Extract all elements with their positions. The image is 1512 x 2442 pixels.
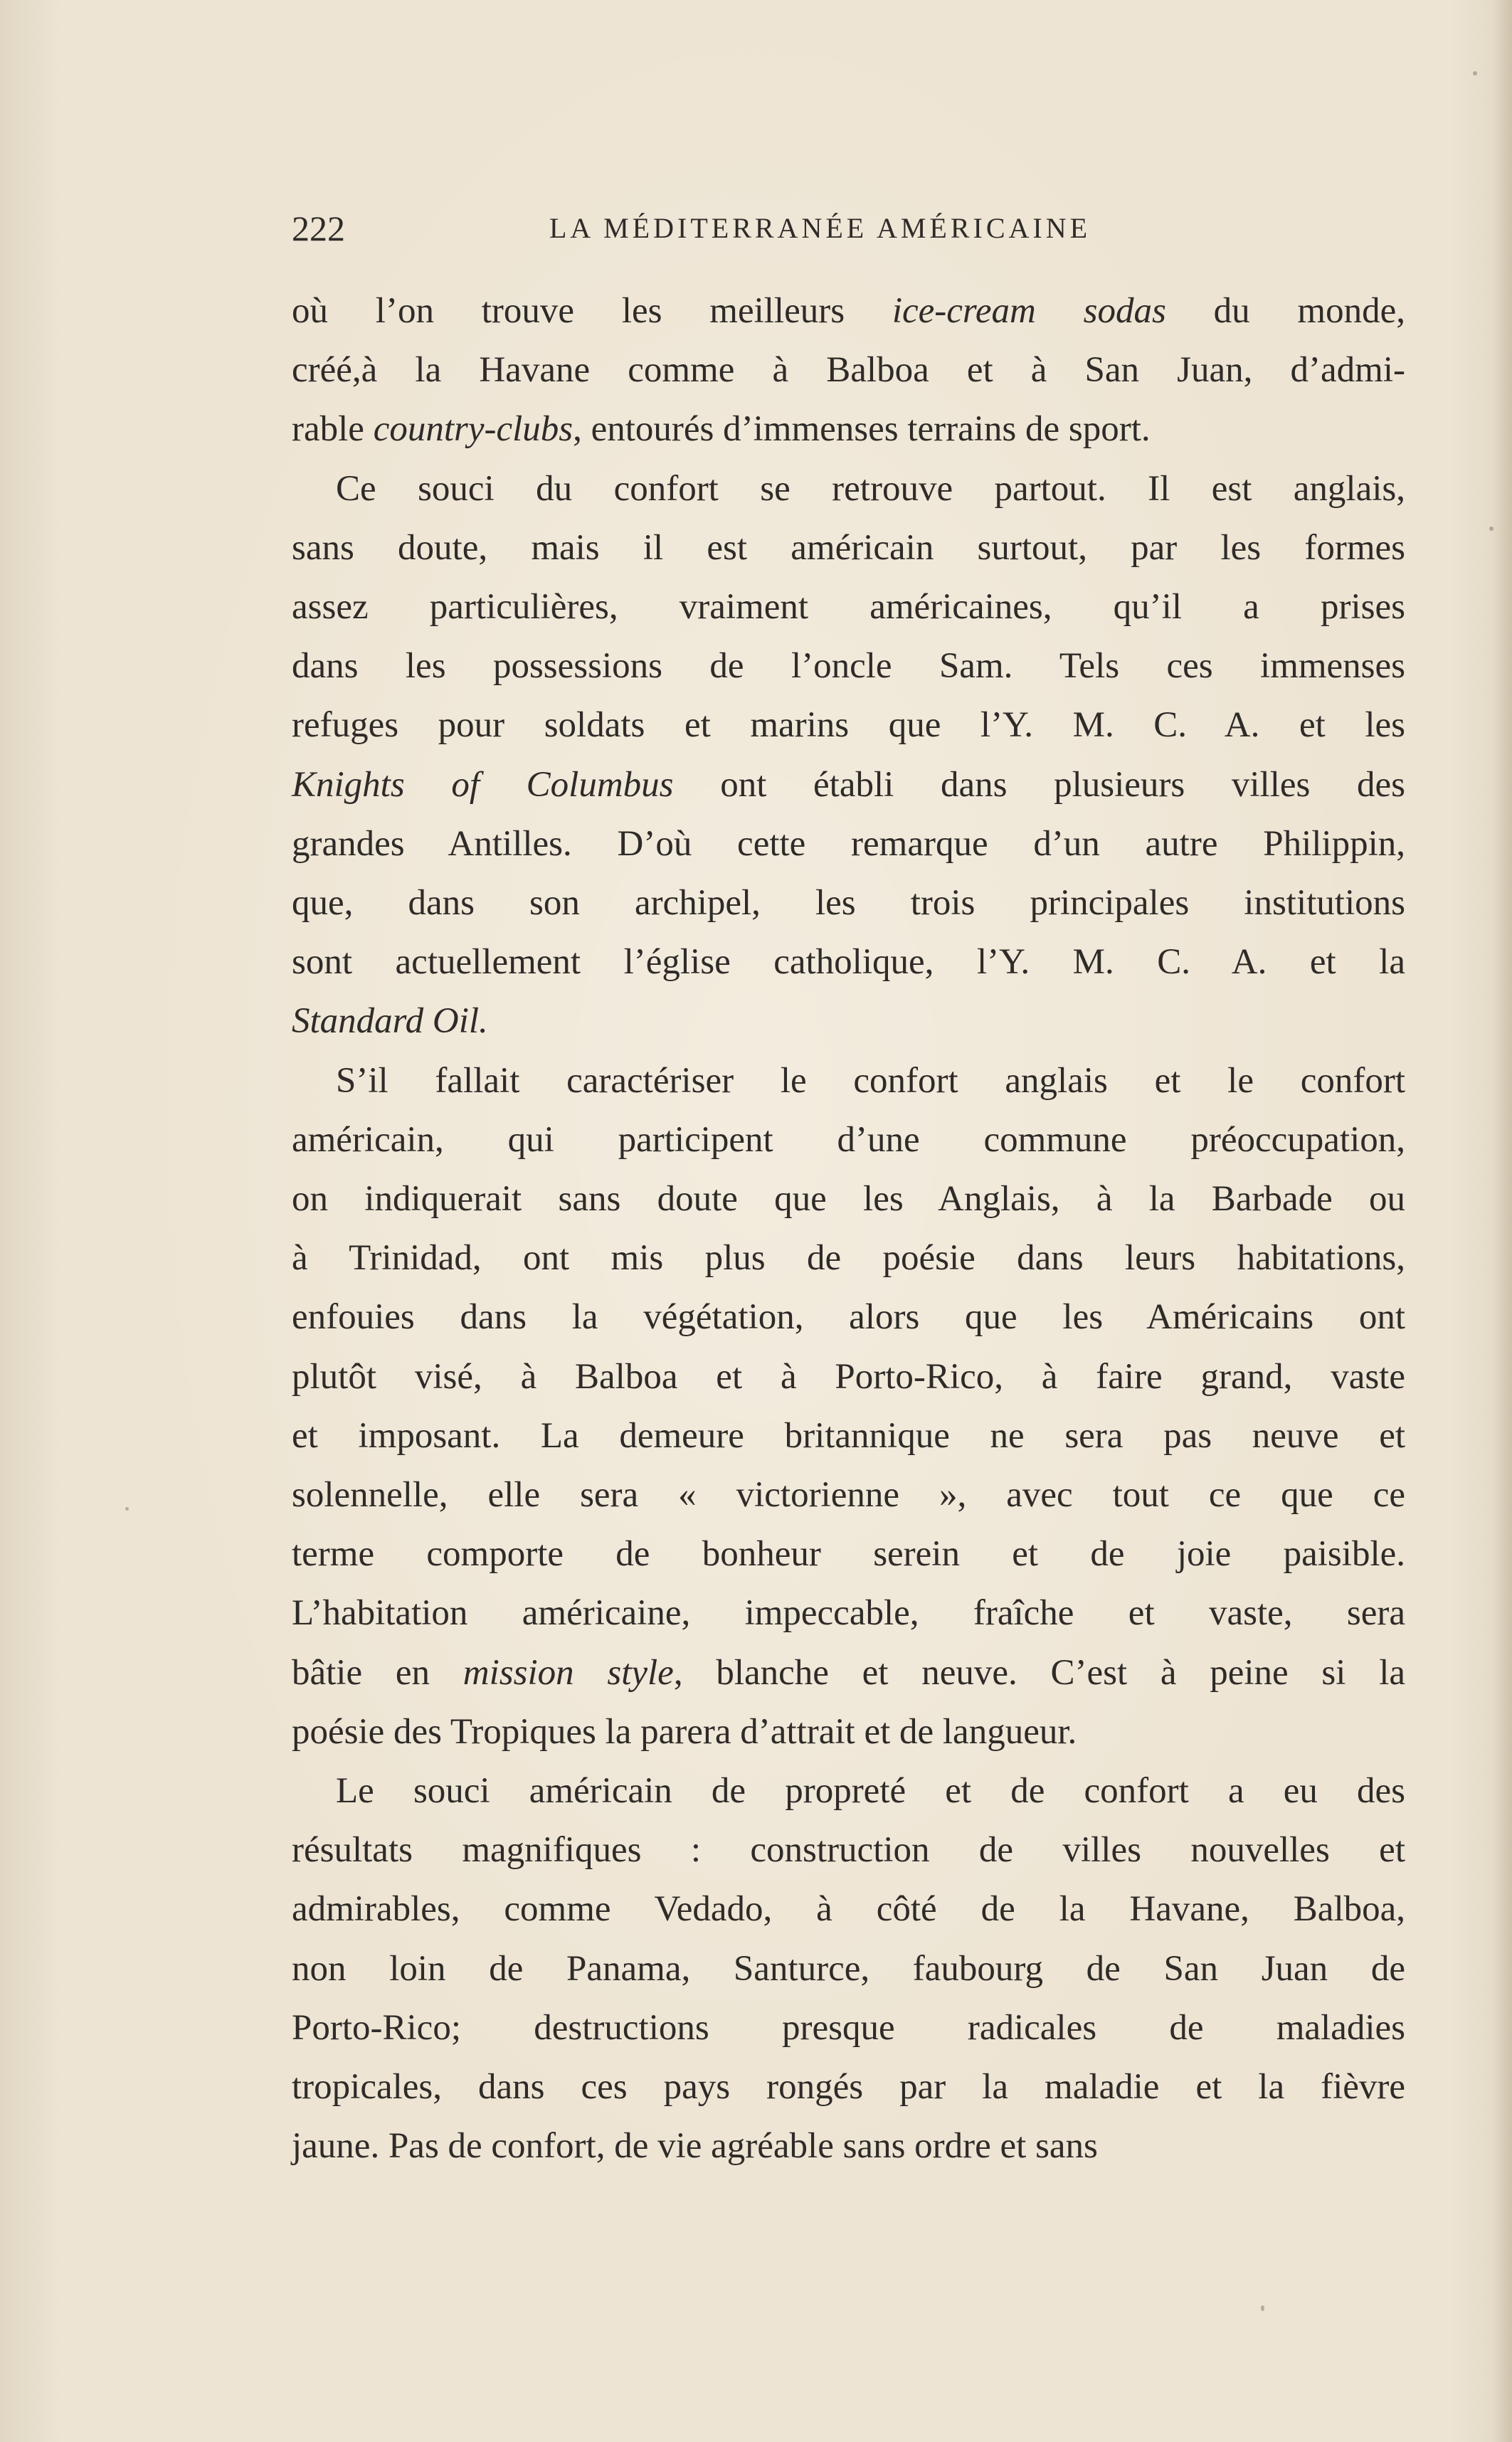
text-line <box>292 519 1405 578</box>
paper-speck <box>1489 527 1494 531</box>
text-line <box>292 815 1405 874</box>
italic-term: country-clubs <box>373 409 573 450</box>
text-run: résultats magnifiques : construction de villes nouvelles et <box>292 1830 1405 1871</box>
text-line <box>292 1644 1405 1703</box>
text-line <box>292 1348 1405 1407</box>
running-head <box>292 204 1402 253</box>
italic-term: Standard Oil. <box>292 1001 488 1042</box>
text-line <box>292 578 1405 637</box>
text-line <box>292 637 1405 696</box>
text-line <box>292 992 1405 1051</box>
italic-term: ice-cream sodas <box>892 291 1166 331</box>
text-run: où l’on trouve les meilleurs <box>292 291 892 331</box>
text-line <box>292 1288 1405 1347</box>
text-line <box>292 1052 1405 1111</box>
text-line <box>292 2117 1405 2176</box>
text-run: plutôt visé, à Balboa et à Porto-Rico, à faire grand, vaste <box>292 1356 1405 1397</box>
text-run: on indiquerait sans doute que les Anglais, à la Barbade ou <box>292 1179 1405 1220</box>
body-text <box>292 282 1405 2177</box>
italic-term: Knights of Columbus <box>292 764 674 805</box>
text-run: du monde, <box>1165 291 1405 331</box>
paper-speck <box>125 1507 129 1511</box>
paper-speck <box>1261 2305 1264 2311</box>
text-line <box>292 874 1405 933</box>
text-run: à Trinidad, ont mis plus de poésie dans leurs habitations, <box>292 1238 1405 1279</box>
text-run: ont établi dans plusieurs villes des <box>673 764 1405 805</box>
italic-term: mission style <box>462 1652 674 1693</box>
text-run: sans doute, mais il est américain surtout, par les formes <box>292 527 1405 568</box>
text-line <box>292 933 1405 992</box>
text-run: solennelle, elle sera « victorienne », avec tout ce que ce <box>292 1475 1405 1516</box>
text-run: Porto-Rico; destructions presque radicales de maladies <box>292 2007 1405 2048</box>
text-line <box>292 1880 1405 1939</box>
text-run: refuges pour soldats et marins que l’Y. M. C. A. et les <box>292 705 1405 746</box>
text-line <box>292 400 1405 459</box>
text-line <box>292 2058 1405 2117</box>
text-run: , entourés d’immenses terrains de sport. <box>573 409 1151 450</box>
text-run: , blanche et neuve. C’est à peine si la <box>673 1652 1406 1693</box>
text-run: L’habitation américaine, impeccable, fraîche et vaste, sera <box>292 1593 1405 1634</box>
text-line <box>292 1999 1405 2058</box>
text-line <box>292 282 1405 341</box>
page-edge-shadow <box>1492 0 1512 2442</box>
text-line <box>292 756 1405 815</box>
running-head-title: LA MÉDITERRANÉE AMÉRICAINE <box>549 212 1091 244</box>
text-line <box>292 1762 1405 1821</box>
text-run: bâtie en <box>292 1652 463 1693</box>
text-run: et imposant. La demeure britannique ne sera pas neuve et <box>292 1415 1405 1456</box>
text-run: américain, qui participent d’une commune préoccupation, <box>292 1119 1405 1160</box>
text-line <box>292 1703 1405 1762</box>
text-line <box>292 460 1405 519</box>
paragraph <box>292 1052 1405 1762</box>
text-line <box>292 1525 1405 1584</box>
text-run: terme comporte de bonheur serein et de joie paisible. <box>292 1534 1405 1575</box>
text-run: poésie des Tropiques la parera d’attrait et de langueur. <box>292 1711 1077 1752</box>
text-line <box>292 1584 1405 1643</box>
text-line <box>292 1111 1405 1170</box>
text-line <box>292 341 1405 400</box>
text-run: grandes Antilles. D’où cette remarque d’un autre Philippin, <box>292 823 1405 864</box>
paragraph <box>292 1762 1405 2176</box>
text-run: rable <box>292 409 374 450</box>
text-run: Le souci américain de propreté et de confort a eu des <box>336 1771 1405 1812</box>
text-run: assez particulières, vraiment américaines, qu’il a prises <box>292 587 1405 628</box>
text-run: créé,à la Havane comme à Balboa et à San Juan, d’admi- <box>292 350 1405 391</box>
text-run: Ce souci du confort se retrouve partout. Il est anglais, <box>336 468 1405 509</box>
text-line <box>292 1940 1405 1999</box>
text-run: dans les possessions de l’oncle Sam. Tels ces immenses <box>292 646 1405 687</box>
page-number: 222 <box>292 208 345 248</box>
text-line <box>292 1466 1405 1525</box>
text-line <box>292 696 1405 755</box>
text-run: jaune. Pas de confort, de vie agréable sans ordre et sans <box>292 2126 1098 2167</box>
text-line <box>292 1407 1405 1466</box>
paper-speck <box>1473 71 1477 75</box>
paragraph <box>292 460 1405 1052</box>
text-line <box>292 1821 1405 1880</box>
text-run: S’il fallait caractériser le confort anglais et le confort <box>336 1060 1405 1101</box>
text-run: enfouies dans la végétation, alors que les Américains ont <box>292 1297 1405 1338</box>
text-run: admirables, comme Vedado, à côté de la Havane, Balboa, <box>292 1889 1405 1930</box>
text-line <box>292 1170 1405 1229</box>
text-line <box>292 1229 1405 1288</box>
text-run: que, dans son archipel, les trois principales institutions <box>292 883 1405 924</box>
text-run: tropicales, dans ces pays rongés par la maladie et la fièvre <box>292 2067 1405 2108</box>
paragraph <box>292 282 1405 460</box>
text-run: sont actuellement l’église catholique, l’Y. M. C. A. et la <box>292 942 1405 983</box>
text-run: non loin de Panama, Santurce, faubourg de San Juan de <box>292 1948 1405 1989</box>
